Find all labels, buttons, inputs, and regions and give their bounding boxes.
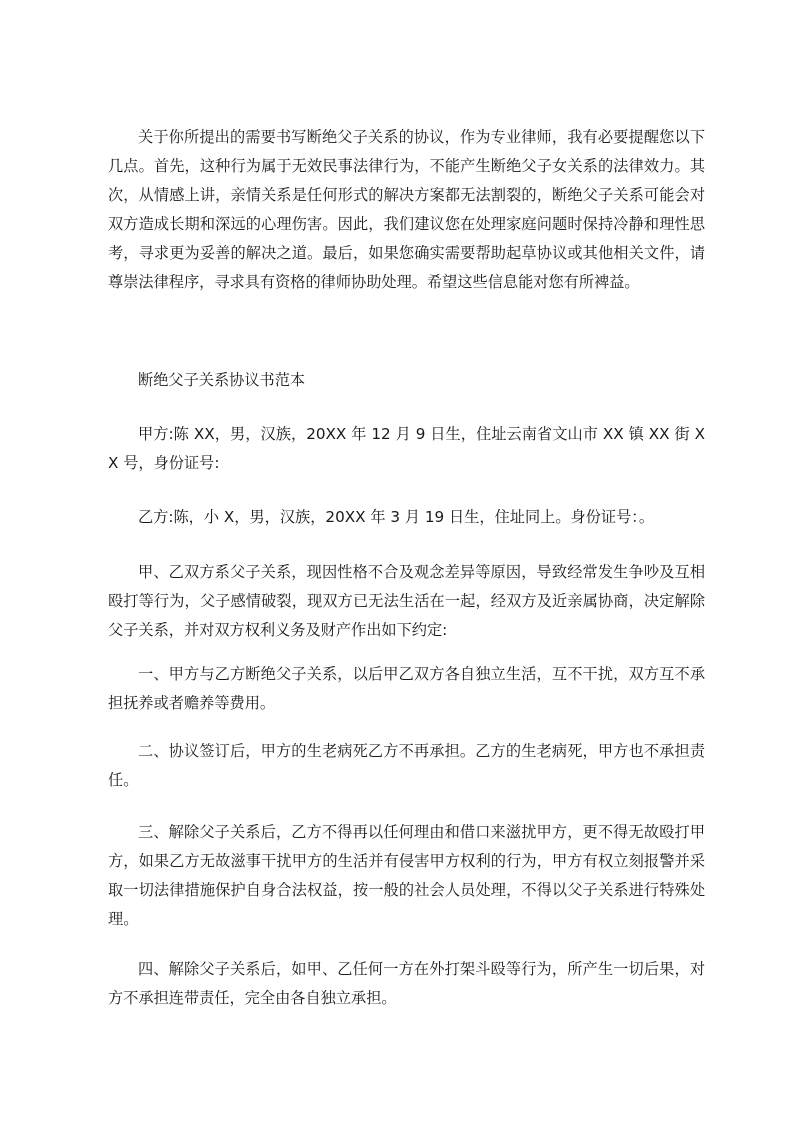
party-b-paragraph: 乙方:陈，小 X，男，汉族，20XX 年 3 月 19 日生，住址同上。身份证号：。 xyxy=(138,508,655,526)
document-title: 断绝父子关系协议书范本 xyxy=(138,371,306,389)
clause-4-paragraph: 四、解除父子关系后，如甲、乙任何一方在外打架斗殴等行为，所产生一切后果，对方不承担连带责任，完全由各自独立承担。 xyxy=(108,960,705,1007)
clause-2-paragraph: 二、协议签订后，甲方的生老病死乙方不再承担。乙方的生老病死，甲方也不承担责任。 xyxy=(108,742,705,789)
party-a-paragraph: 甲方:陈 XX，男，汉族，20XX 年 12 月 9 日生，住址云南省文山市 XX 镇 XX 街 XX 号，身份证号: xyxy=(108,425,705,472)
clause-1-paragraph: 一、甲方与乙方断绝父子关系，以后甲乙双方各自独立生活，互不干扰，双方互不承担抚养或者赡养等费用。 xyxy=(108,665,705,712)
preamble-paragraph: 甲、乙双方系父子关系，现因性格不合及观念差异等原因，导致经常发生争吵及互相殴打等行为，父子感情破裂，现双方已无法生活在一起，经双方及近亲属协商，决定解除父子关系，并对双方权利义务及财产作出如下约定: xyxy=(108,563,705,639)
clause-3-paragraph: 三、解除父子关系后，乙方不得再以任何理由和借口来滋扰甲方，更不得无故殴打甲方，如果乙方无故滋事干扰甲方的生活并有侵害甲方权利的行为，甲方有权立刻报警并采取一切法律措施保护自身合法权益，按一般的社会人员处理，不得以父子关系进行特殊处理。 xyxy=(108,823,705,928)
intro-paragraph: 关于你所提出的需要书写断绝父子关系的协议，作为专业律师，我有必要提醒您以下几点。首先，这种行为属于无效民事法律行为，不能产生断绝父子女关系的法律效力。其次，从情感上讲，亲情关系是任何形式的解决方案都无法割裂的，断绝父子关系可能会对双方造成长期和深远的心理伤害。因此，我们建议您在处理家庭问题时保持冷静和理性思考，寻求更为妥善的解决之道。最后，如果您确实需要帮助起草协议或其他相关文件，请尊崇法律程序，寻求具有资格的律师协助处理。希望这些信息能对您有所裨益。 xyxy=(108,128,705,291)
